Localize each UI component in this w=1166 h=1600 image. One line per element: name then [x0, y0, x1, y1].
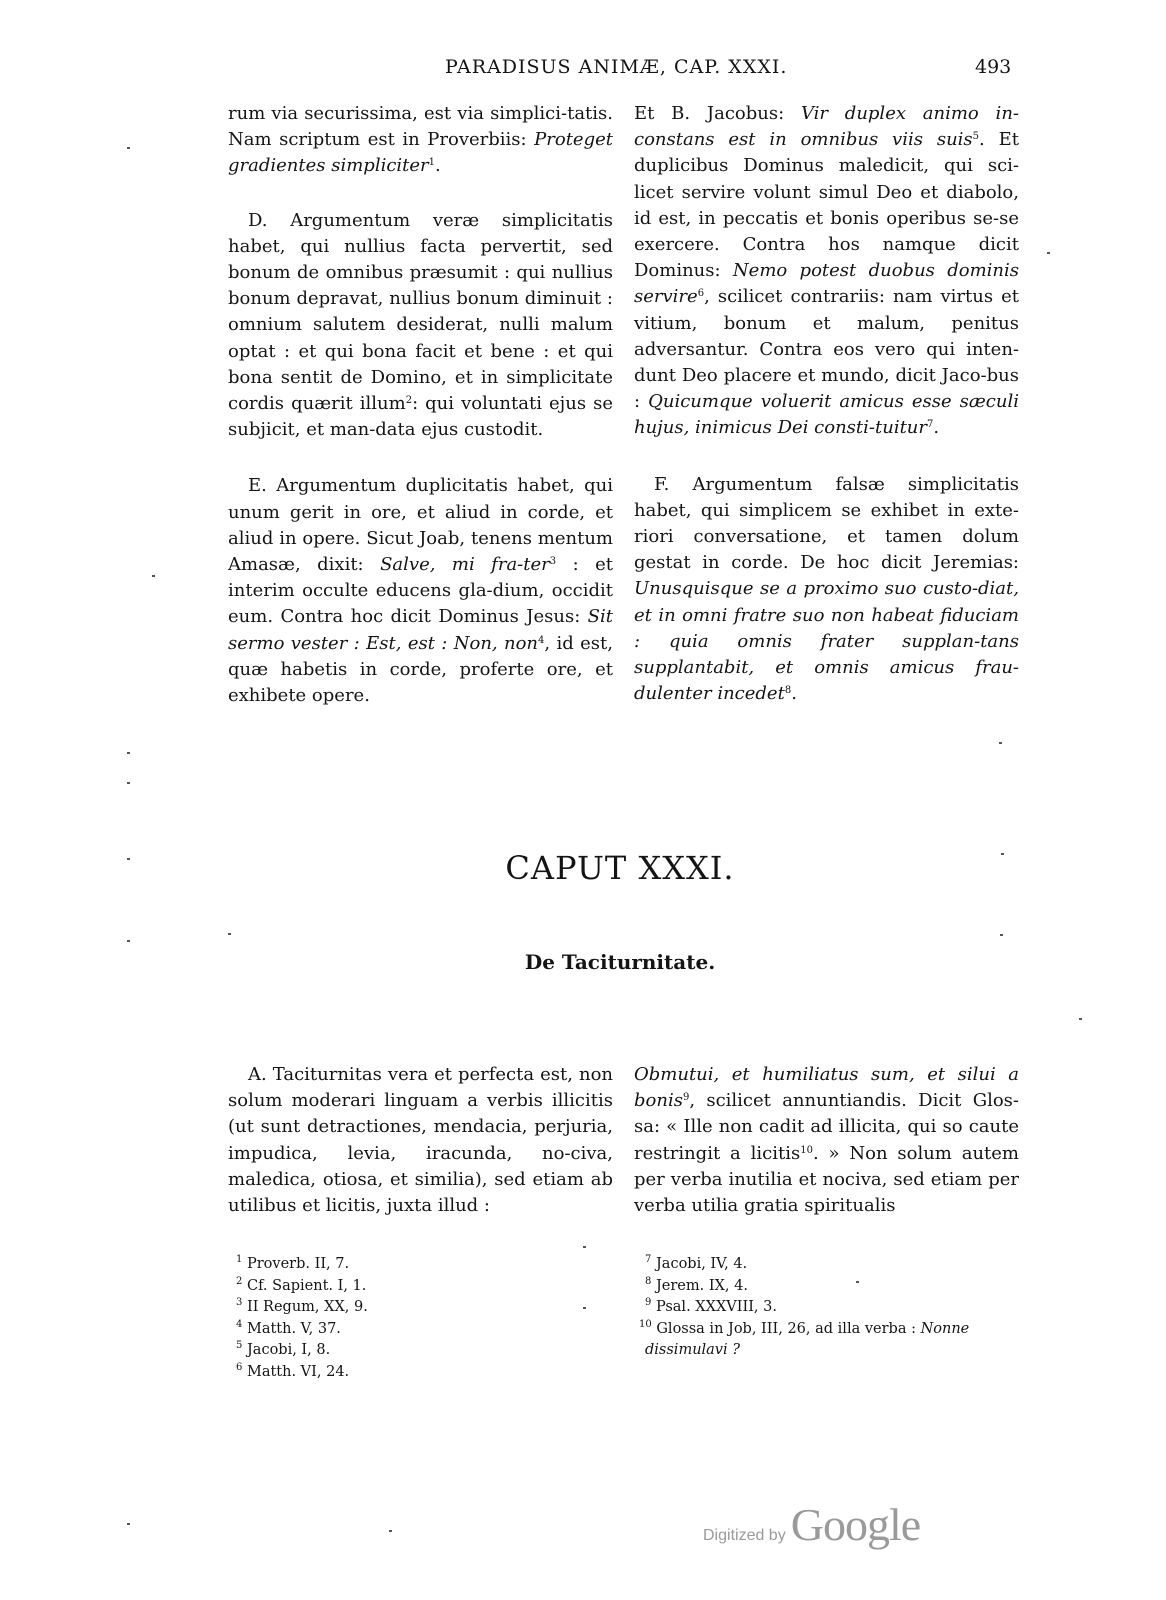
- column-left-top: [228, 101, 613, 709]
- footnote: $^1$ Proverb. II, 7.: [236, 1254, 350, 1272]
- column-right-top: [634, 101, 1019, 707]
- running-title: PARADISUS ANIMÆ, CAP. XXXI.: [445, 56, 788, 78]
- paragraph: D. Argumentum veræ simplicitatis habet, qui nullius facta pervertit, sed bonum de omnibus præsumit : qui nullius bonum depravat, nullius bonum diminuit : omnium salutem desiderat, nulli malum optat : et qui bona facit et bene : et qui bona sentit de Domino, et in simplicitate cordis quærit illum$^2$: qui voluntati ejus se subjicit, et man-data ejus custodit.: [228, 209, 614, 441]
- page-number: 493: [975, 56, 1012, 78]
- column-left-bottom: [228, 1062, 613, 1219]
- footnote: $^2$ Cf. Sapient. I, 1.: [236, 1275, 367, 1294]
- paragraph: E. Argumentum duplicitatis habet, qui unum gerit in ore, et aliud in corde, et aliud in opere. Sicut Joab, tenens mentum Amasæ, dixit: Salve, mi fra-ter$^3$ : et interim occulte educens gla-dium, occidit eum. Contra hoc dicit Dominus Jesus: Sit sermo vester : Est, est : Non, non$^4$, id est, quæ habetis in corde, proferte ore, et exhibete opere.: [228, 475, 613, 707]
- footnote: $^5$ Jacobi, I, 8.: [236, 1340, 331, 1358]
- footnotes-right: [639, 1254, 1017, 1362]
- footnote: $^8$ Jerem. IX, 4.: [645, 1275, 748, 1294]
- google-logo: Google: [790, 1499, 921, 1550]
- footnote: $^6$ Matth. VI, 24.: [236, 1361, 350, 1380]
- watermark-prefix: Digitized by: [703, 1527, 786, 1544]
- paragraph: rum via securissima, est via simplici-tatis. Nam scriptum est in Proverbiis: Proteget gradientes simpliciter$^1$.: [228, 103, 613, 177]
- paragraph: Obmutui, et humiliatus sum, et silui a bonis$^9$, scilicet annuntiandis. Dicit Glos-sa: « Ille non cadit ad illicita, qui so caute restringit a licitis$^{10}$. » Non solum autem per verba inutilia et nociva, sed etiam per verba utilia gratia spiritualis: [634, 1064, 1019, 1217]
- footnote: $^4$ Matth. V, 37.: [236, 1318, 341, 1337]
- chapter-subtitle: De Taciturnitate.: [524, 950, 716, 974]
- paragraph: Et B. Jacobus: Vir duplex animo in-constans est in omnibus viis suis$^5$. Et duplicibus Dominus maledicit, qui sci-licet servire volunt simul Deo et diabolo, id est, in peccatis et bonis operibus se-se exercere. Contra hos namque dicit Dominus: Nemo potest duobus dominis servire$^6$, scilicet contrariis: nam virtus et vitium, bonum et malum, penitus adversantur. Contra eos vero qui inten-dunt Deo placere et mundo, dicit Jaco-bus : Quicumque voluerit amicus esse sæculi hujus, inimicus Dei consti-tuitur$^7$.: [634, 103, 1020, 439]
- chapter-heading: CAPUT XXXI.: [505, 849, 735, 887]
- footnotes-left: [236, 1254, 596, 1383]
- footnote: $^7$ Jacobi, IV, 4.: [645, 1254, 748, 1272]
- footnote: $^3$ II Regum, XX, 9.: [236, 1297, 368, 1315]
- paragraph: A. Taciturnitas vera et perfecta est, non solum moderari linguam a verbis illicitis (ut sunt detractiones, mendacia, perjuria, impudica, levia, iracunda, no-civa, maledica, otiosa, et similia), sed etiam ab utilibus et licitis, juxta illud :: [228, 1064, 613, 1217]
- column-right-bottom: [634, 1062, 1019, 1219]
- paragraph: F. Argumentum falsæ simplicitatis habet, qui simplicem se exhibet in exte-riori conversatione, et tamen dolum gestat in corde. De hoc dicit Jeremias: Unusquisque se a proximo suo custo-diat, et in omni fratre suo non habeat fiduciam : quia omnis frater supplan-tans supplantabit, et omnis amicus frau-dulenter incedet$^8$.: [634, 473, 1019, 705]
- footnote: $^{10}$ Glossa in Job, III, 26, ad illa verba : Nonne dissimulavi ?: [639, 1318, 970, 1358]
- footnote: $^9$ Psal. XXXVIII, 3.: [645, 1297, 777, 1315]
- digitized-by-google-watermark: [703, 1498, 920, 1551]
